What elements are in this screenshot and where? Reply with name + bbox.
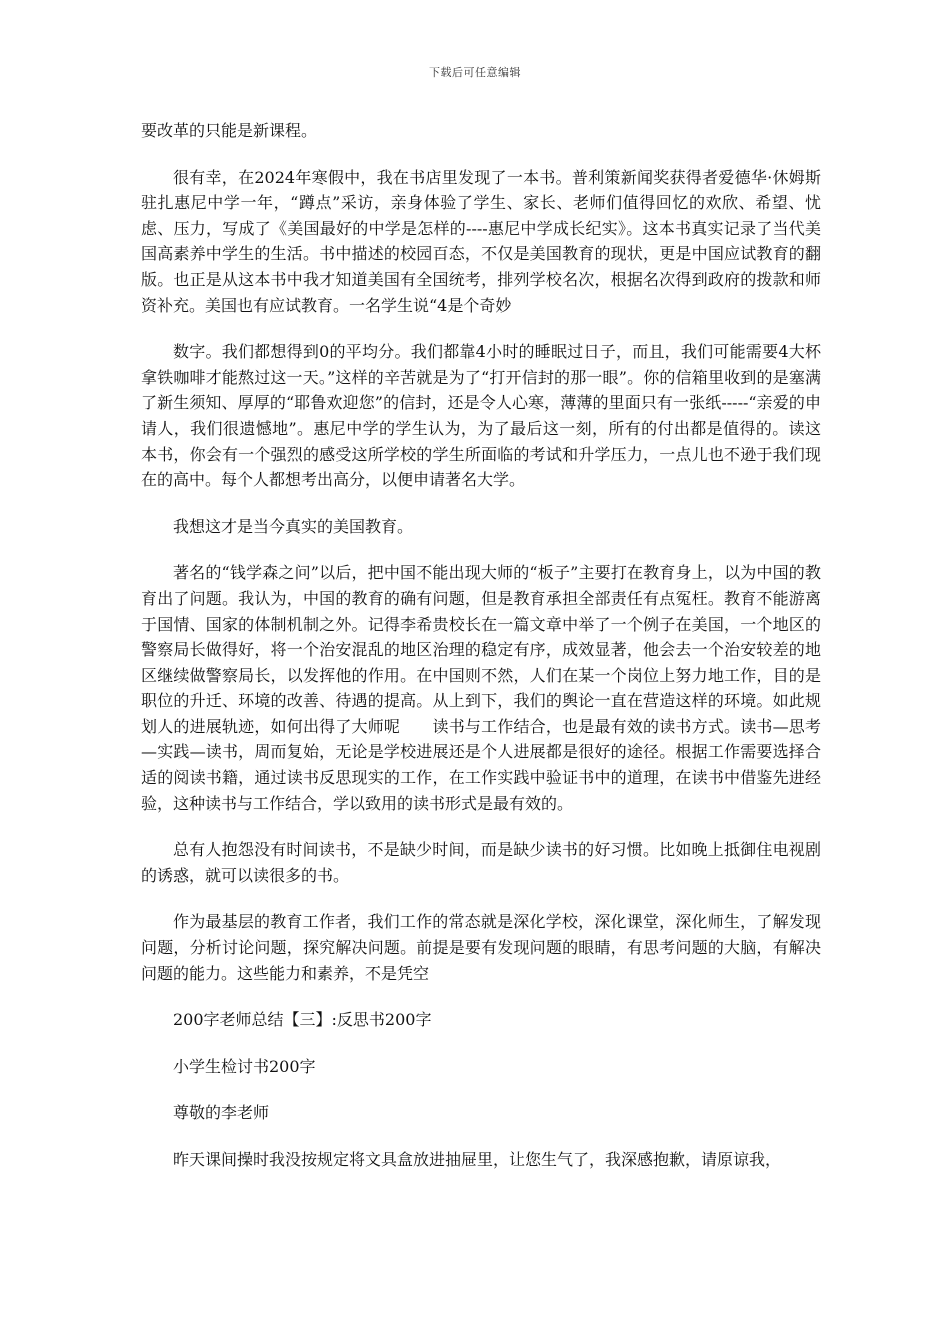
paragraph-11: 昨天课间操时我没按规定将文具盒放进抽屉里，让您生气了，我深感抱歉，请原谅我， <box>173 1150 782 1169</box>
paragraph-9: 小学生检讨书200字 <box>173 1056 316 1076</box>
paragraph-10: 尊敬的李老师 <box>173 1103 270 1123</box>
paragraph-3: 数字。我们都想得到0的平均分。我们都靠4小时的睡眠过日子，而且，我们可能需要4大杯拿铁咖啡才能熬过这一天。”这样的辛苦就是为了“打开信封的那一眼”。你的信箱里收到的是塞满了新生须知、厚厚的“耶鲁欢迎您”的信封，还是令人心寒，薄薄的里面只有一张纸-----“亲爱的申请人，我们很遗憾地”。惠尼中学的学生认为，为了最后这一刻，所有的付出都是值得的。读这本书，你会有一个强烈的感受这所学校的学生所面临的考试和升学压力，一点儿也不逊于我们现在的高中。每个人都想考出高分，以便申请著名大学。 <box>141 342 821 490</box>
paragraph-4: 我想这才是当今真实的美国教育。 <box>173 516 414 536</box>
paragraph-6: 总有人抱怨没有时间读书，不是缺少时间，而是缺少读书的好习惯。比如晚上抵御住电视剧的诱惑，就可以读很多的书。 <box>141 840 821 885</box>
document-body <box>141 118 821 1173</box>
paragraph-5: 著名的“钱学森之问”以后，把中国不能出现大师的“板子”主要打在教育身上，以为中国的教育出了问题。我认为，中国的教育的确有问题，但是教育承担全部责任有点冤枉。教育不能游离于国情、国家的体制机制之外。记得李希贵校长在一篇文章中举了一个例子在美国，一个地区的警察局长做得好，将一个治安混乱的地区治理的稳定有序，成效显著，他会去一个治安较差的地区继续做警察局长，以发挥他的作用。在中国则不然，人们在某一个岗位上努力地工作，目的是职位的升迁、环境的改善、待遇的提高。从上到下，我们的舆论一直在营造这样的环境。如此规划人的进展轨迹，如何出得了大师呢 读书与工作结合，也是最有效的读书方式。读书—思考—实践—读书，周而复始，无论是学校进展还是个人进展都是很好的途径。根据工作需要选择合适的阅读书籍，通过读书反思现实的工作，在工作实践中验证书中的道理，在读书中借鉴先进经验，这种读书与工作结合，学以致用的读书形式是最有效的。 <box>141 563 821 813</box>
page-header: 下载后可任意编辑 <box>429 66 521 79</box>
paragraph-8: 200字老师总结【三】:反思书200字 <box>173 1010 432 1030</box>
paragraph-7: 作为最基层的教育工作者，我们工作的常态就是深化学校，深化课堂，深化师生，了解发现问题，分析讨论问题，探究解决问题。前提是要有发现问题的眼睛，有思考问题的大脑，有解决问题的能力。这些能力和素养，不是凭空 <box>141 912 821 983</box>
paragraph-2: 很有幸，在2024年寒假中，我在书店里发现了一本书。普利策新闻奖获得者爱德华·休姆斯驻扎惠尼中学一年，“蹲点”采访，亲身体验了学生、家长、老师们值得回忆的欢欣、希望、忧虑、压力，写成了《美国最好的中学是怎样的----惠尼中学成长纪实》。这本书真实记录了当代美国高素养中学生的生活。书中描述的校园百态，不仅是美国教育的现状，更是中国应试教育的翻版。也正是从这本书中我才知道美国有全国统考，排列学校名次，根据名次得到政府的拨款和师资补充。美国也有应试教育。一名学生说“4是个奇妙 <box>141 167 821 315</box>
paragraph-1: 要改革的只能是新课程。 <box>141 121 318 140</box>
